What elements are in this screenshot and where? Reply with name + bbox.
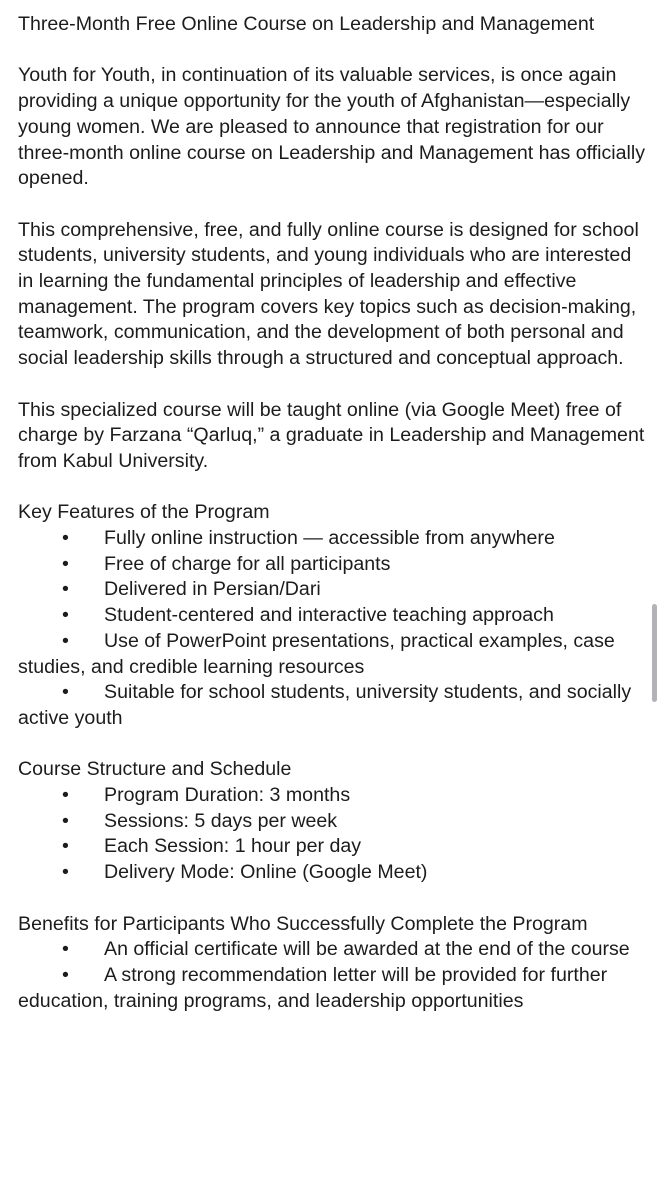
key-features-section <box>18 500 648 731</box>
section-heading: Key Features of the Program <box>18 501 270 524</box>
bullet-icon: • <box>62 938 69 961</box>
list-item <box>18 809 648 835</box>
list-item <box>18 860 648 886</box>
list-item <box>18 577 648 603</box>
bullet-icon: • <box>62 963 69 986</box>
bullet-icon: • <box>62 629 69 652</box>
vertical-scrollbar[interactable] <box>652 604 657 702</box>
bullet-icon: • <box>62 604 69 627</box>
intro-paragraph: Youth for Youth, in continuation of its valuable services, is once again providing a unique opportunity for the youth of Afghanistan—especially young women. We are pleased to announce that registration for our three-month online course on Leadership and Management has officially opened. <box>18 64 646 190</box>
list-item-text: An official certificate will be awarded at the end of the course <box>104 938 630 961</box>
list-item <box>18 680 648 731</box>
list-item-text: Fully online instruction — accessible from anywhere <box>104 527 555 549</box>
list-item <box>18 834 648 860</box>
list-item-text: Delivery Mode: Online (Google Meet) <box>104 861 428 884</box>
bullet-icon: • <box>62 578 69 601</box>
list-item <box>18 629 648 680</box>
document-body <box>18 12 648 1040</box>
list-item-text: A strong recommendation letter will be provided for further education, training programs, and leadership opportunities <box>18 963 608 1012</box>
list-item <box>18 552 648 578</box>
benefits-section <box>18 912 648 1015</box>
bullet-icon: • <box>62 527 69 549</box>
list-item-text: Delivered in Persian/Dari <box>104 578 321 601</box>
list-item-text: Sessions: 5 days per week <box>104 809 338 832</box>
section-heading: Course Structure and Schedule <box>18 758 292 781</box>
course-description-paragraph: This comprehensive, free, and fully online course is designed for school students, university students, and young individuals who are interested in learning the fundamental principles of leadership and effective management. The program covers key topics such as decision-making, teamwork, communication, and the development of both personal and social leadership skills through a structured and conceptual approach. <box>18 218 639 370</box>
bullet-icon: • <box>62 552 69 575</box>
list-item <box>18 963 648 1014</box>
bullet-icon: • <box>62 681 69 704</box>
bullet-icon: • <box>62 784 69 807</box>
document-title: Three-Month Free Online Course on Leadership and Management <box>18 13 595 35</box>
list-item-text: Free of charge for all participants <box>104 552 391 575</box>
list-item-text: Suitable for school students, university students, and socially active youth <box>18 681 632 729</box>
list-item-text: Student-centered and interactive teaching approach <box>104 604 554 627</box>
list-item <box>18 783 648 809</box>
list-item-text: Use of PowerPoint presentations, practical examples, case studies, and credible learning resources <box>18 629 615 678</box>
bullet-icon: • <box>62 835 69 858</box>
bullet-icon: • <box>62 861 69 884</box>
list-item <box>18 526 648 552</box>
section-heading: Benefits for Participants Who Successfully Complete the Program <box>18 912 588 935</box>
list-item-text: Each Session: 1 hour per day <box>104 835 362 858</box>
bullet-icon: • <box>62 809 69 832</box>
list-item <box>18 937 648 963</box>
course-structure-section <box>18 757 648 886</box>
instructor-paragraph: This specialized course will be taught online (via Google Meet) free of charge by Farzana “Qarluq,” a graduate in Leadership and Management from Kabul University. <box>18 398 645 472</box>
list-item <box>18 603 648 629</box>
list-item-text: Program Duration: 3 months <box>104 784 351 807</box>
